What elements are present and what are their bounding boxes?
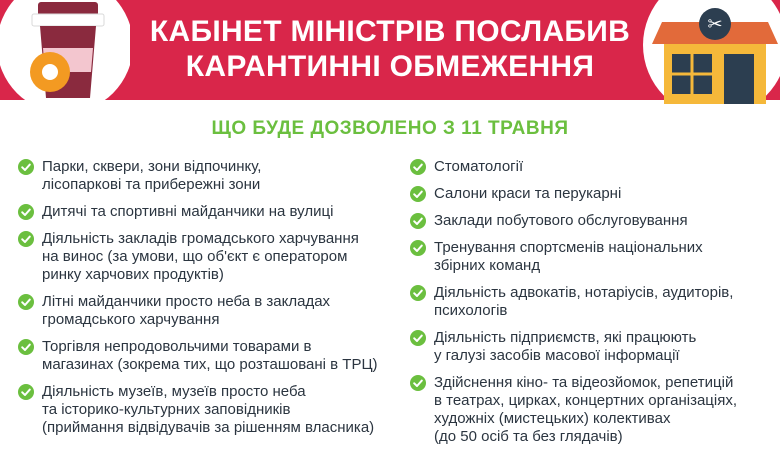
check-circle-icon <box>18 384 34 400</box>
list-item-line: Салони краси та перукарні <box>434 185 622 202</box>
list-item-line: в театрах, цирках, концертних організаціях, <box>434 392 738 409</box>
list-item-line: Стоматології <box>434 158 524 175</box>
title-line-1: КАБІНЕТ МІНІСТРІВ ПОСЛАБИВ <box>149 15 631 48</box>
check-circle-icon <box>18 294 34 310</box>
subtitle: ЩО БУДЕ ДОЗВОЛЕНО З 11 ТРАВНЯ <box>211 118 569 139</box>
list-item <box>410 185 775 203</box>
check-circle-icon <box>410 285 426 301</box>
list-item-line: художніх (мистецьких) колективах <box>434 410 671 427</box>
check-circle-icon <box>18 339 34 355</box>
list-item-line: магазинах (зокрема тих, що розташовані в ТРЦ) <box>42 356 378 373</box>
list-item-line: (приймання відвідувачів за рішенням власника) <box>42 419 375 436</box>
list-item-line: Заклади побутового обслуговування <box>434 212 688 229</box>
check-circle-icon <box>18 231 34 247</box>
list-item <box>18 338 388 374</box>
list-item <box>18 383 388 437</box>
left-list <box>18 158 388 446</box>
list-item-line: Здійснення кіно- та відеозйомок, репетицій <box>434 374 734 391</box>
list-item-line: лісопаркові та прибережні зони <box>42 176 261 193</box>
list-item-line: Дитячі та спортивні майданчики на вулиці <box>42 203 334 220</box>
check-circle-icon <box>18 159 34 175</box>
check-circle-icon <box>410 213 426 229</box>
list-item <box>18 293 388 329</box>
check-circle-icon <box>410 330 426 346</box>
list-item <box>18 203 388 221</box>
list-item-line: Діяльність адвокатів, нотаріусів, аудиторів, <box>434 284 734 301</box>
page-title <box>120 14 660 84</box>
title-line-2: КАРАНТИННІ ОБМЕЖЕННЯ <box>185 50 595 83</box>
list-item <box>410 284 775 320</box>
check-circle-icon <box>18 204 34 220</box>
list-item-line: Діяльність підприємств, які працюють <box>434 329 697 346</box>
list-item-line: та історико-культурних заповідників <box>42 401 291 418</box>
list-item <box>410 329 775 365</box>
list-item-line: ринку харчових продуктів) <box>42 266 224 283</box>
list-item <box>410 158 775 176</box>
list-item-line: психологів <box>434 302 508 319</box>
list-item <box>410 212 775 230</box>
list-item-line: Тренування спортсменів національних <box>434 239 703 256</box>
list-item-line: Парки, сквери, зони відпочинку, <box>42 158 262 175</box>
coffee-cup-donut-icon <box>0 0 130 115</box>
check-circle-icon <box>410 186 426 202</box>
list-item <box>18 230 388 284</box>
list-item-line: на винос (за умови, що об'єкт є оператором <box>42 248 348 265</box>
list-item-line: Літні майданчики просто неба в закладах <box>42 293 331 310</box>
list-item-line: громадського харчування <box>42 311 220 328</box>
right-list <box>410 158 775 455</box>
list-item-line: збірних команд <box>434 257 541 274</box>
list-item-line: у галузі засобів масової інформації <box>434 347 680 364</box>
list-item-line: Діяльність закладів громадського харчування <box>42 230 359 247</box>
list-item <box>18 158 388 194</box>
list-item-line: Діяльність музеїв, музеїв просто неба <box>42 383 306 400</box>
list-item <box>410 374 775 446</box>
shop-scissors-icon <box>640 0 780 115</box>
svg-text:✂: ✂ <box>707 14 723 35</box>
list-item-line: (до 50 осіб та без глядачів) <box>434 428 623 445</box>
check-circle-icon <box>410 375 426 391</box>
check-circle-icon <box>410 240 426 256</box>
list-item-line: Торгівля непродовольчими товарами в <box>42 338 312 355</box>
list-item <box>410 239 775 275</box>
check-circle-icon <box>410 159 426 175</box>
